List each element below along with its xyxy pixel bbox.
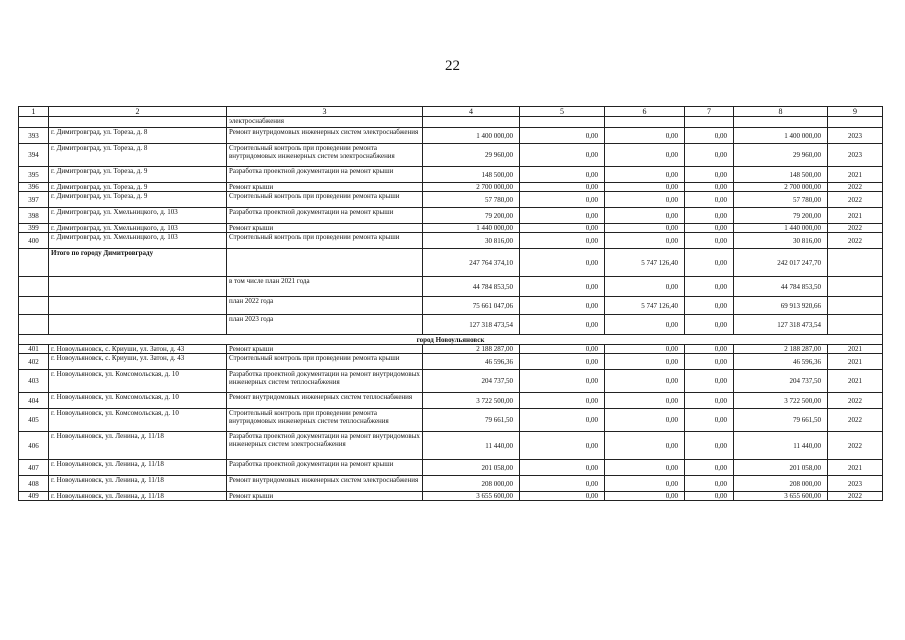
table-row: [19, 208, 883, 224]
work-cell: Ремонт внутридомовых инженерных систем электроснабжения: [227, 128, 423, 144]
amount-col7-cell: 0,00: [685, 476, 734, 492]
row-number-cell: 401: [19, 345, 49, 354]
work-cell: Ремонт внутридомовых инженерных систем теплоснабжения: [227, 393, 423, 409]
row-number-cell: 393: [19, 128, 49, 144]
column-header: 6: [605, 107, 685, 117]
amount-total-cell: 3 722 500,00: [423, 393, 520, 409]
amount-col7-cell: 0,00: [685, 128, 734, 144]
empty-cell: [19, 117, 49, 128]
total-plan-row: [19, 297, 883, 315]
plan-label-cell: план 2022 года: [227, 297, 423, 315]
work-cell: Ремонт крыши: [227, 183, 423, 192]
empty-cell: [49, 315, 227, 335]
plan-amount-cell: 0,00: [685, 277, 734, 297]
amount-col6-cell: 0,00: [605, 370, 685, 393]
year-cell: 2021: [828, 460, 883, 476]
table-row: [19, 144, 883, 167]
row-number-cell: 394: [19, 144, 49, 167]
amount-col7-cell: 0,00: [685, 409, 734, 432]
amount-col8-cell: 2 188 287,00: [734, 345, 828, 354]
empty-cell: [19, 249, 49, 277]
work-cell: Ремонт крыши: [227, 224, 423, 233]
column-header: 7: [685, 107, 734, 117]
year-cell: 2023: [828, 128, 883, 144]
column-header: 4: [423, 107, 520, 117]
address-cell: г. Новоульяновск, ул. Комсомольская, д. 10: [49, 393, 227, 409]
work-cell: Строительный контроль при проведении ремонта крыши: [227, 354, 423, 370]
year-cell: 2023: [828, 144, 883, 167]
total-amount-cell: 5 747 126,40: [605, 249, 685, 277]
amount-col6-cell: 0,00: [605, 345, 685, 354]
amount-col5-cell: 0,00: [520, 492, 605, 501]
plan-amount-cell: 0,00: [520, 277, 605, 297]
amount-col7-cell: 0,00: [685, 192, 734, 208]
amount-col8-cell: 2 700 000,00: [734, 183, 828, 192]
work-cell: Ремонт крыши: [227, 492, 423, 501]
table-row: [19, 432, 883, 460]
amount-col7-cell: 0,00: [685, 354, 734, 370]
amount-col7-cell: 0,00: [685, 393, 734, 409]
amount-col6-cell: 0,00: [605, 432, 685, 460]
year-cell: 2021: [828, 167, 883, 183]
amount-total-cell: 3 655 600,00: [423, 492, 520, 501]
year-cell: 2022: [828, 233, 883, 249]
address-cell: г. Димитровград, ул. Тореза, д. 9: [49, 192, 227, 208]
amount-col8-cell: 46 596,36: [734, 354, 828, 370]
work-cell: Строительный контроль при проведении ремонта внутридомовых инженерных систем электроснабжения: [227, 144, 423, 167]
amount-col5-cell: 0,00: [520, 224, 605, 233]
address-cell: г. Димитровград, ул. Хмельницкого, д. 103: [49, 224, 227, 233]
header-row: [19, 107, 883, 117]
table-row: [19, 167, 883, 183]
page-number: 22: [445, 58, 460, 74]
table-row: [19, 393, 883, 409]
year-cell: 2022: [828, 224, 883, 233]
plan-amount-cell: 69 913 920,66: [734, 297, 828, 315]
empty-cell: [49, 117, 227, 128]
row-number-cell: 402: [19, 354, 49, 370]
year-cell: 2022: [828, 183, 883, 192]
plan-amount-cell: 0,00: [520, 315, 605, 335]
table-row: [19, 233, 883, 249]
address-cell: г. Димитровград, ул. Тореза, д. 9: [49, 167, 227, 183]
total-amount-cell: 0,00: [520, 249, 605, 277]
amount-col5-cell: 0,00: [520, 167, 605, 183]
plan-label-cell: в том числе план 2021 года: [227, 277, 423, 297]
plan-amount-cell: 44 784 853,50: [734, 277, 828, 297]
year-cell: 2022: [828, 192, 883, 208]
work-cell: Разработка проектной документации на ремонт внутридомовых инженерных систем теплоснабжения: [227, 370, 423, 393]
table-row: [19, 224, 883, 233]
address-cell: г. Димитровград, ул. Тореза, д. 8: [49, 128, 227, 144]
row-number-cell: 405: [19, 409, 49, 432]
address-cell: г. Новоульяновск, ул. Ленина, д. 11/18: [49, 460, 227, 476]
amount-col5-cell: 0,00: [520, 393, 605, 409]
amount-col5-cell: 0,00: [520, 432, 605, 460]
address-cell: г. Димитровград, ул. Тореза, д. 9: [49, 183, 227, 192]
year-cell: 2022: [828, 492, 883, 501]
amount-col8-cell: 29 960,00: [734, 144, 828, 167]
row-number-cell: 396: [19, 183, 49, 192]
amount-col8-cell: 30 816,00: [734, 233, 828, 249]
amount-total-cell: 30 816,00: [423, 233, 520, 249]
plan-amount-cell: 127 318 473,54: [734, 315, 828, 335]
amount-col6-cell: 0,00: [605, 409, 685, 432]
amount-col5-cell: 0,00: [520, 370, 605, 393]
amount-col8-cell: 3 722 500,00: [734, 393, 828, 409]
row-number-cell: 399: [19, 224, 49, 233]
amount-col8-cell: 148 500,00: [734, 167, 828, 183]
empty-cell: [19, 297, 49, 315]
amount-col7-cell: 0,00: [685, 144, 734, 167]
amount-col6-cell: 0,00: [605, 167, 685, 183]
amount-total-cell: 2 188 287,00: [423, 345, 520, 354]
amount-col5-cell: 0,00: [520, 409, 605, 432]
total-row: [19, 249, 883, 277]
amount-col8-cell: 79 661,50: [734, 409, 828, 432]
amount-total-cell: 46 596,36: [423, 354, 520, 370]
amount-col5-cell: 0,00: [520, 183, 605, 192]
city-header-row: [19, 335, 883, 345]
total-amount-cell: 247 764 374,10: [423, 249, 520, 277]
amount-col5-cell: 0,00: [520, 208, 605, 224]
row-number-cell: 395: [19, 167, 49, 183]
work-cell: Строительный контроль при проведении ремонта крыши: [227, 233, 423, 249]
address-cell: г. Новоульяновск, ул. Ленина, д. 11/18: [49, 432, 227, 460]
amount-col7-cell: 0,00: [685, 208, 734, 224]
row-number-cell: 404: [19, 393, 49, 409]
year-cell: [828, 277, 883, 297]
amount-total-cell: 11 440,00: [423, 432, 520, 460]
column-header: 5: [520, 107, 605, 117]
work-cell: Ремонт внутридомовых инженерных систем электроснабжения: [227, 476, 423, 492]
year-cell: [828, 249, 883, 277]
total-label-cell: Итого по городу Димитровграду: [49, 249, 227, 277]
column-header: 9: [828, 107, 883, 117]
amount-total-cell: 29 960,00: [423, 144, 520, 167]
amount-col7-cell: 0,00: [685, 183, 734, 192]
plan-label-cell: план 2023 года: [227, 315, 423, 335]
table-row: [19, 354, 883, 370]
year-cell: 2022: [828, 393, 883, 409]
total-plan-row: [19, 315, 883, 335]
address-cell: г. Новоульяновск, с. Криуши, ул. Затон, д. 43: [49, 345, 227, 354]
work-cell: электроснабжения: [227, 117, 423, 128]
empty-cell: [49, 297, 227, 315]
amount-col5-cell: 0,00: [520, 345, 605, 354]
year-cell: 2021: [828, 354, 883, 370]
work-cell: Ремонт крыши: [227, 345, 423, 354]
total-plan-row: [19, 277, 883, 297]
empty-cell: [19, 315, 49, 335]
amount-total-cell: 208 000,00: [423, 476, 520, 492]
year-cell: 2021: [828, 208, 883, 224]
continuation-row: [19, 117, 883, 128]
amount-total-cell: 148 500,00: [423, 167, 520, 183]
plan-amount-cell: 0,00: [605, 277, 685, 297]
amount-col7-cell: 0,00: [685, 460, 734, 476]
amount-col7-cell: 0,00: [685, 492, 734, 501]
address-cell: г. Димитровград, ул. Хмельницкого, д. 103: [49, 233, 227, 249]
year-cell: 2021: [828, 345, 883, 354]
table-row: [19, 345, 883, 354]
table-row: [19, 409, 883, 432]
plan-amount-cell: 0,00: [520, 297, 605, 315]
year-cell: [828, 315, 883, 335]
amount-col8-cell: 3 655 600,00: [734, 492, 828, 501]
amount-col6-cell: 0,00: [605, 128, 685, 144]
empty-cell: [423, 117, 520, 128]
amount-col6-cell: 0,00: [605, 476, 685, 492]
plan-amount-cell: 0,00: [685, 297, 734, 315]
amount-col6-cell: 0,00: [605, 144, 685, 167]
amount-col5-cell: 0,00: [520, 460, 605, 476]
amount-col5-cell: 0,00: [520, 192, 605, 208]
city-header-cell: город Новоульяновск: [19, 335, 883, 345]
amount-total-cell: 79 661,50: [423, 409, 520, 432]
plan-amount-cell: 5 747 126,40: [605, 297, 685, 315]
amount-col5-cell: 0,00: [520, 233, 605, 249]
amount-col7-cell: 0,00: [685, 370, 734, 393]
table-row: [19, 192, 883, 208]
amount-col7-cell: 0,00: [685, 233, 734, 249]
table-row: [19, 128, 883, 144]
amount-total-cell: 57 780,00: [423, 192, 520, 208]
work-cell: Разработка проектной документации на ремонт крыши: [227, 167, 423, 183]
column-header: 8: [734, 107, 828, 117]
table-row: [19, 370, 883, 393]
row-number-cell: 409: [19, 492, 49, 501]
amount-col6-cell: 0,00: [605, 460, 685, 476]
table-row: [19, 460, 883, 476]
year-cell: 2022: [828, 409, 883, 432]
empty-cell: [828, 117, 883, 128]
amount-col6-cell: 0,00: [605, 233, 685, 249]
address-cell: г. Новоульяновск, ул. Комсомольская, д. 10: [49, 370, 227, 393]
amount-total-cell: 1 400 000,00: [423, 128, 520, 144]
amount-col8-cell: 1 440 000,00: [734, 224, 828, 233]
amount-col6-cell: 0,00: [605, 492, 685, 501]
plan-amount-cell: 0,00: [605, 315, 685, 335]
amount-col6-cell: 0,00: [605, 192, 685, 208]
empty-cell: [49, 277, 227, 297]
amount-col6-cell: 0,00: [605, 183, 685, 192]
empty-cell: [734, 117, 828, 128]
work-cell: Разработка проектной документации на ремонт внутридомовых инженерных систем электроснабжения: [227, 432, 423, 460]
work-cell: [227, 249, 423, 277]
address-cell: г. Новоульяновск, ул. Ленина, д. 11/18: [49, 476, 227, 492]
amount-col8-cell: 1 400 000,00: [734, 128, 828, 144]
empty-cell: [520, 117, 605, 128]
row-number-cell: 408: [19, 476, 49, 492]
amount-total-cell: 79 200,00: [423, 208, 520, 224]
plan-amount-cell: 127 318 473,54: [423, 315, 520, 335]
amount-col6-cell: 0,00: [605, 393, 685, 409]
budget-table: [18, 106, 883, 501]
amount-total-cell: 2 700 000,00: [423, 183, 520, 192]
address-cell: г. Новоульяновск, ул. Комсомольская, д. 10: [49, 409, 227, 432]
amount-total-cell: 201 058,00: [423, 460, 520, 476]
row-number-cell: 407: [19, 460, 49, 476]
column-header: 2: [49, 107, 227, 117]
row-number-cell: 397: [19, 192, 49, 208]
address-cell: г. Димитровград, ул. Хмельницкого, д. 103: [49, 208, 227, 224]
amount-total-cell: 1 440 000,00: [423, 224, 520, 233]
amount-col7-cell: 0,00: [685, 345, 734, 354]
amount-col7-cell: 0,00: [685, 167, 734, 183]
row-number-cell: 398: [19, 208, 49, 224]
row-number-cell: 406: [19, 432, 49, 460]
amount-col6-cell: 0,00: [605, 224, 685, 233]
amount-col5-cell: 0,00: [520, 144, 605, 167]
amount-col6-cell: 0,00: [605, 354, 685, 370]
amount-col8-cell: 201 058,00: [734, 460, 828, 476]
empty-cell: [685, 117, 734, 128]
plan-amount-cell: 75 661 047,06: [423, 297, 520, 315]
amount-col8-cell: 11 440,00: [734, 432, 828, 460]
amount-col8-cell: 204 737,50: [734, 370, 828, 393]
table-row: [19, 492, 883, 501]
year-cell: 2023: [828, 476, 883, 492]
column-header: 1: [19, 107, 49, 117]
work-cell: Строительный контроль при проведении ремонта крыши: [227, 192, 423, 208]
amount-col5-cell: 0,00: [520, 476, 605, 492]
amount-col7-cell: 0,00: [685, 432, 734, 460]
work-cell: Разработка проектной документации на ремонт крыши: [227, 208, 423, 224]
table-row: [19, 183, 883, 192]
amount-col7-cell: 0,00: [685, 224, 734, 233]
plan-amount-cell: 44 784 853,50: [423, 277, 520, 297]
row-number-cell: 400: [19, 233, 49, 249]
address-cell: г. Новоульяновск, ул. Ленина, д. 11/18: [49, 492, 227, 501]
column-header: 3: [227, 107, 423, 117]
address-cell: г. Новоульяновск, с. Криуши, ул. Затон, д. 43: [49, 354, 227, 370]
year-cell: 2022: [828, 432, 883, 460]
amount-col8-cell: 57 780,00: [734, 192, 828, 208]
table-row: [19, 476, 883, 492]
address-cell: г. Димитровград, ул. Тореза, д. 8: [49, 144, 227, 167]
year-cell: [828, 297, 883, 315]
total-amount-cell: 0,00: [685, 249, 734, 277]
amount-col6-cell: 0,00: [605, 208, 685, 224]
empty-cell: [19, 277, 49, 297]
row-number-cell: 403: [19, 370, 49, 393]
work-cell: Строительный контроль при проведении ремонта внутридомовых инженерных систем теплоснабжения: [227, 409, 423, 432]
year-cell: 2021: [828, 370, 883, 393]
amount-col5-cell: 0,00: [520, 354, 605, 370]
plan-amount-cell: 0,00: [685, 315, 734, 335]
total-amount-cell: 242 017 247,70: [734, 249, 828, 277]
amount-col8-cell: 79 200,00: [734, 208, 828, 224]
amount-col8-cell: 208 000,00: [734, 476, 828, 492]
work-cell: Разработка проектной документации на ремонт крыши: [227, 460, 423, 476]
amount-col5-cell: 0,00: [520, 128, 605, 144]
amount-total-cell: 204 737,50: [423, 370, 520, 393]
empty-cell: [605, 117, 685, 128]
